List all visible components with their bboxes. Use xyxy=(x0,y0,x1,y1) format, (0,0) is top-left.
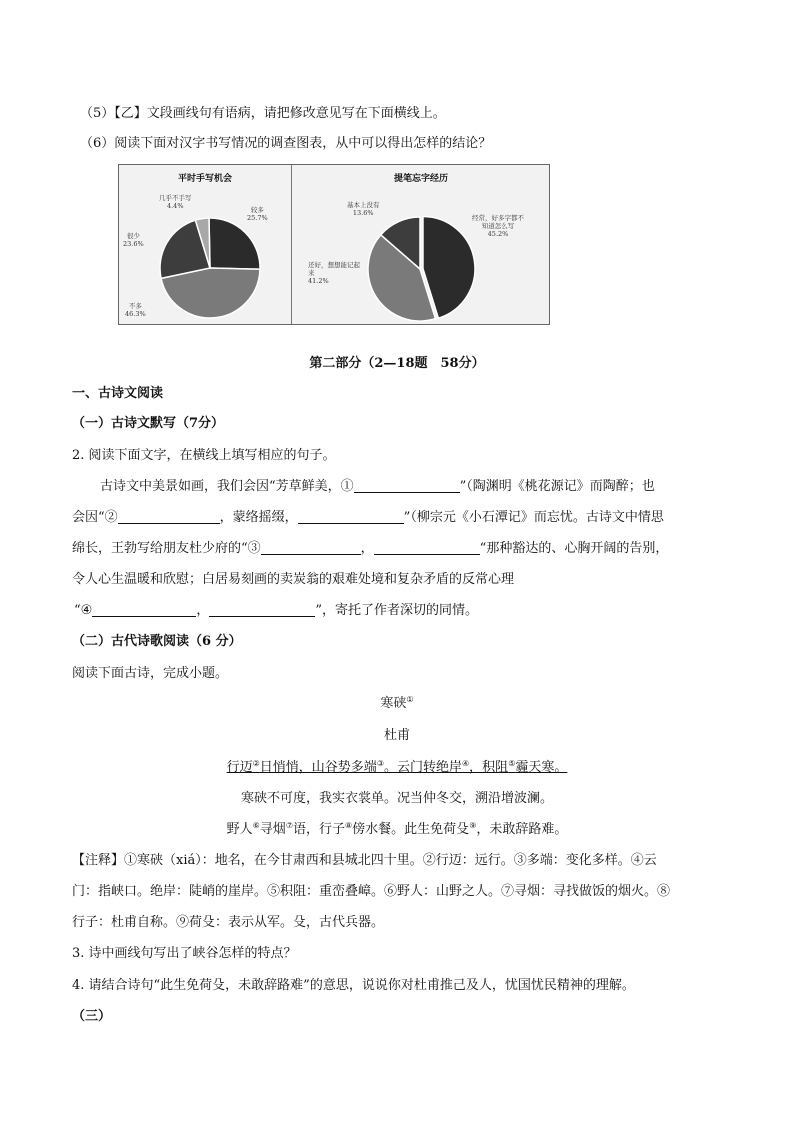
question-2: 2. 阅读下面文字，在横线上填写相应的句子。 xyxy=(72,448,336,463)
slice-label: 几乎不手写 4.4% xyxy=(159,194,192,210)
answer-blank[interactable] xyxy=(209,602,315,617)
question-6: （6）阅读下面对汉字书写情况的调查图表，从中可以得出怎样的结论？ xyxy=(80,136,492,151)
answer-blank[interactable] xyxy=(92,602,196,617)
answer-blank[interactable] xyxy=(374,540,480,555)
paragraph-line-4: 令人心生温暖和欣慰；白居易刻画的卖炭翁的艰难处境和复杂矛盾的反常心理 xyxy=(72,572,515,587)
poem-title: 寒硖① xyxy=(380,695,414,711)
pie-chart-forgetting-characters xyxy=(292,165,550,324)
answer-blank[interactable] xyxy=(118,509,220,524)
poem-line-underlined: 行迈②日悄悄，山谷势多端③。云门转绝岸④，积阻⑤霾天寒。 xyxy=(226,759,568,775)
reading-prompt: 阅读下面古诗，完成小题。 xyxy=(72,666,229,681)
slice-label: 经常，好多字都不知道怎么写 45.2% xyxy=(472,214,524,238)
slice-label: 基本上没有 13.6% xyxy=(347,201,380,217)
answer-blank[interactable] xyxy=(298,509,404,524)
answer-blank[interactable] xyxy=(261,540,361,555)
survey-chart-figure xyxy=(118,164,550,325)
pie-slice xyxy=(209,218,260,269)
pie-svg xyxy=(292,165,550,324)
annotation-line: 【注释】①寒硖（xiá）：地名，在今甘肃西和县城北四十里。②行迈：远行。③多端：变化多样。④云 xyxy=(72,853,657,868)
subsection-heading: （一）古诗文默写（7分） xyxy=(72,416,225,431)
poem-line: 寒硖不可度，我实衣裳单。况当仲冬交，溯沿增波澜。 xyxy=(240,791,553,806)
slice-label: 很少 23.6% xyxy=(123,232,144,248)
section-heading: 一、古诗文阅读 xyxy=(72,386,164,401)
question-4: 4. 请结合诗句“此生免荷殳，未敢辞路难”的意思，说说你对杜甫推己及人，忧国忧民精神的理解。 xyxy=(72,978,635,993)
slice-label: 较多 25.7% xyxy=(247,206,268,222)
fill-blank-line-3: 绵长，王勃写给朋友杜少府的“③ ， “那种豁达的、心胸开阔的告别， xyxy=(72,541,669,556)
slice-label: 还好，想想能记起来 41.2% xyxy=(308,261,360,285)
fill-blank-line-2: 会因“② ，蒙络摇缀， ”（柳宗元《小石潭记》而忘忧。古诗文中情思 xyxy=(72,510,664,525)
chart-title: 平时手写机会 xyxy=(177,174,232,184)
pie-chart-writing-opportunity xyxy=(119,165,291,324)
chart-title: 提笔忘字经历 xyxy=(393,174,448,184)
answer-blank[interactable] xyxy=(354,478,460,493)
poem-author: 杜甫 xyxy=(383,728,410,743)
fill-blank-line-1: 古诗文中美景如画，我们会因“芳草鲜美，① ”（陶渊明《桃花源记》而陶醉；也 xyxy=(100,479,655,494)
poem-line: 野人⑥寻烟⑦语，行子⑧傍水餐。此生免荷殳⑨，未敢辞路难。 xyxy=(226,821,568,837)
fill-blank-line-5: “④ ， ”，寄托了作者深切的同情。 xyxy=(74,603,478,618)
annotation-line: 行子：杜甫自称。⑨荷殳：表示从军。殳，古代兵器。 xyxy=(72,915,385,930)
subsection-heading: （二）古代诗歌阅读（6 分） xyxy=(72,634,242,649)
slice-label: 不多 46.3% xyxy=(125,302,146,318)
annotation-line: 门：指峡口。绝岸：陡峭的崖岸。⑤积阻：重峦叠嶂。⑥野人：山野之人。⑦寻烟：寻找做饭的烟火。⑧ xyxy=(72,884,671,899)
pie-svg xyxy=(119,165,291,324)
question-3: 3. 诗中画线句写出了峡谷怎样的特点？ xyxy=(72,946,297,961)
subsection-heading: （三） xyxy=(72,1009,112,1024)
question-5: （5）【乙】文段画线句有语病，请把修改意见写在下面横线上。 xyxy=(80,106,446,121)
part-2-title: 第二部分（2—18题 58分） xyxy=(309,356,485,371)
